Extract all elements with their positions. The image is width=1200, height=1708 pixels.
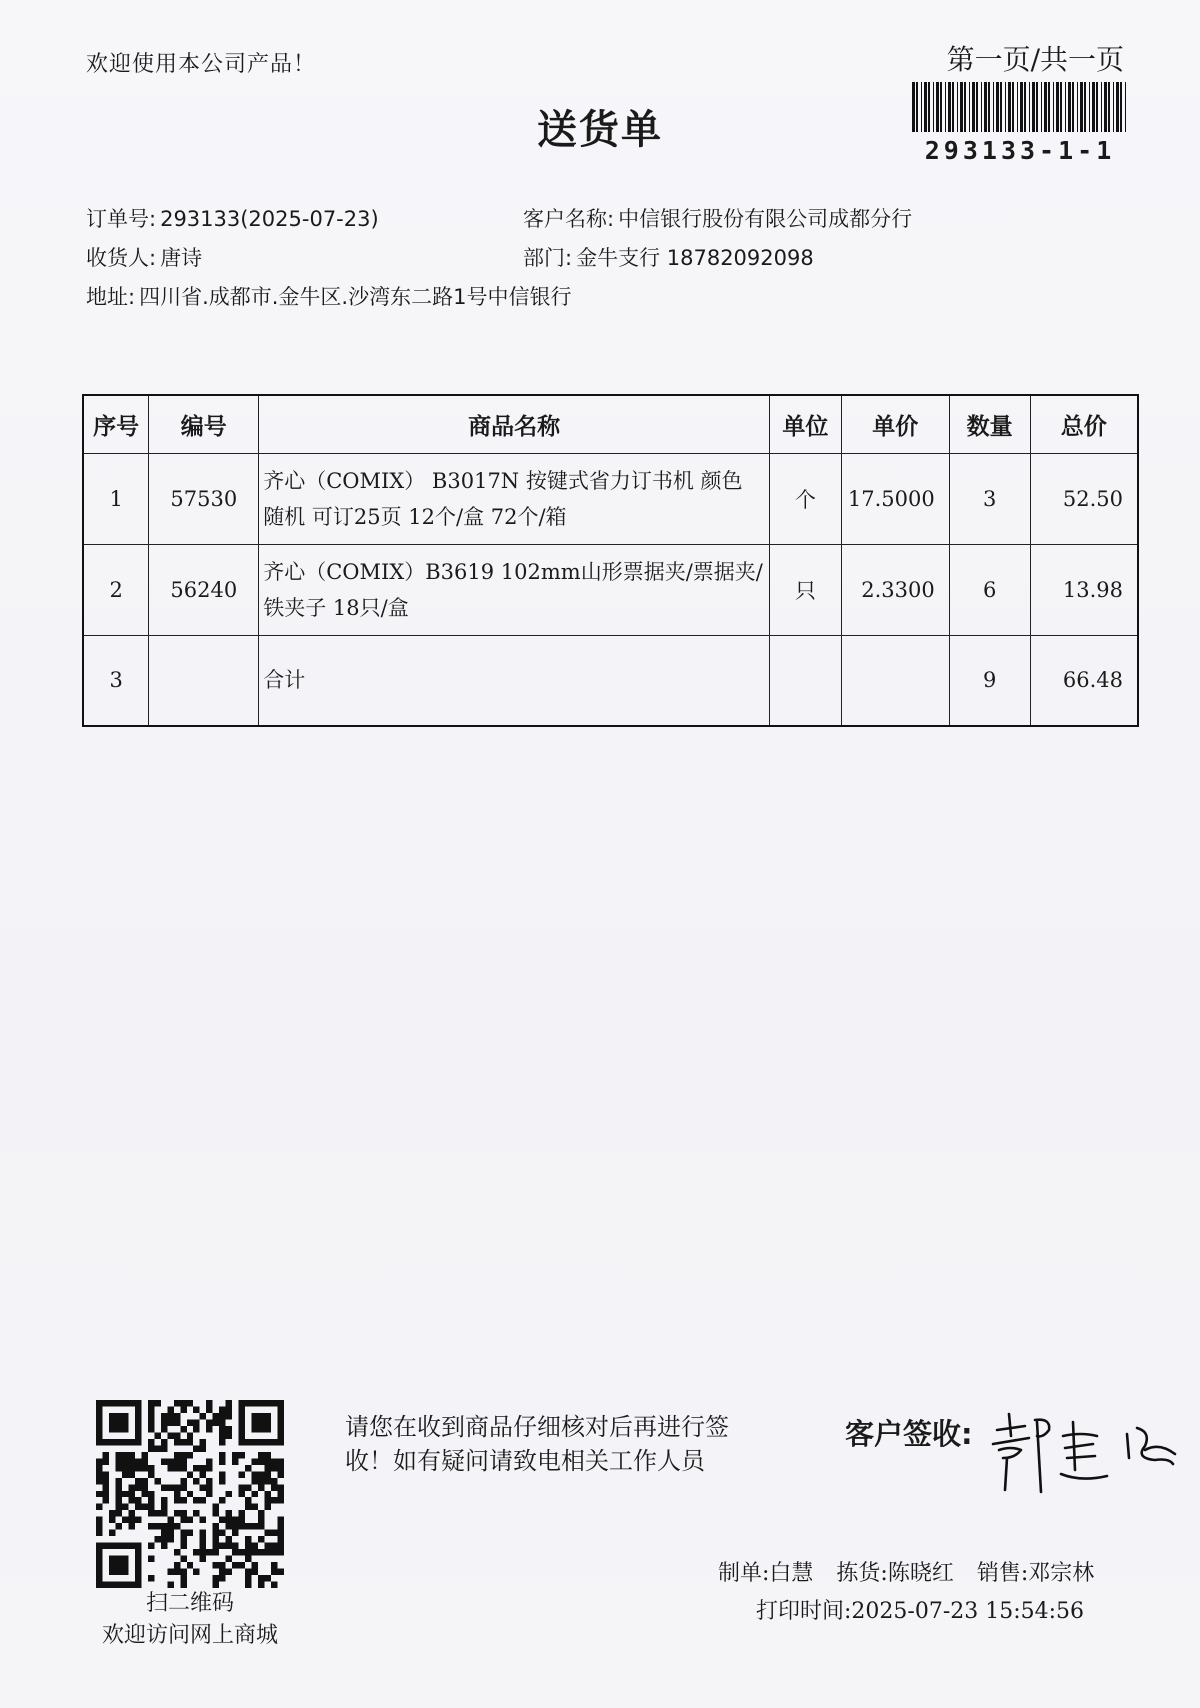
receipt-notice: 请您在收到商品仔细核对后再进行签收！如有疑问请致电相关工作人员 (345, 1413, 729, 1475)
order-number-value: 293133(2025-07-23) (160, 207, 379, 231)
cell-product-name (259, 544, 770, 635)
header-unit: 单位 (769, 395, 841, 453)
header-seq: 序号 (83, 395, 149, 453)
cell-total: 13.98 (1030, 544, 1138, 635)
header-unit-price: 单价 (841, 395, 949, 453)
order-number-field (86, 203, 379, 233)
cell-code (149, 635, 259, 726)
receiver-field (86, 242, 202, 272)
cell-unit-price: 17.5000 (841, 453, 949, 544)
cell-unit-price: 2.3300 (841, 544, 949, 635)
cell-total: 66.48 (1030, 635, 1138, 726)
cell-quantity: 9 (949, 635, 1030, 726)
maker-text: 制单:白慧 (718, 1561, 814, 1586)
product-name-line: 齐心（COMIX） B3017N 按键式省力订书机 颜色 (263, 468, 743, 493)
cell-unit: 个 (769, 453, 841, 544)
cell-unit-price (841, 635, 949, 726)
table-row-total (83, 635, 1138, 726)
customer-name-field (523, 203, 912, 233)
cell-quantity: 3 (949, 453, 1030, 544)
receiver-label: 收货人: (86, 246, 157, 270)
table-row (83, 544, 1138, 635)
handwritten-signature (985, 1392, 1185, 1502)
customer-name-value: 中信银行股份有限公司成都分行 (618, 207, 913, 231)
address-field (86, 281, 571, 311)
print-time: 打印时间:2025-07-23 15:54:56 (756, 1599, 1085, 1624)
customer-signature-label: 客户签收: (845, 1417, 973, 1451)
table-row (83, 453, 1138, 544)
department-field (523, 242, 814, 272)
product-name-line: 齐心（COMIX）B3619 102mm山形票据夹/票据夹/ (263, 559, 763, 584)
staff-info (718, 1556, 1110, 1587)
cell-total: 52.50 (1030, 453, 1138, 544)
items-table (82, 394, 1139, 727)
cell-seq: 1 (83, 453, 149, 544)
cell-product-name (259, 635, 770, 726)
cell-unit: 只 (769, 544, 841, 635)
customer-name-label: 客户名称: (523, 207, 615, 231)
document-title: 送货单 (537, 107, 663, 153)
department-label: 部门: (523, 246, 573, 270)
cell-seq: 2 (83, 544, 149, 635)
address-value: 四川省.成都市.金牛区.沙湾东二路1号中信银行 (139, 285, 572, 309)
cell-code: 56240 (149, 544, 259, 635)
receiver-value: 唐诗 (160, 246, 203, 270)
qr-caption-scan: 扫二维码 (145, 1591, 234, 1616)
cell-seq: 3 (83, 635, 149, 726)
header-code: 编号 (149, 395, 259, 453)
cell-unit (769, 635, 841, 726)
header-product-name: 商品名称 (259, 395, 770, 453)
cell-quantity: 6 (949, 544, 1030, 635)
cell-code: 57530 (149, 453, 259, 544)
product-name-line: 合计 (263, 668, 306, 693)
qr-caption-visit: 欢迎访问网上商城 (101, 1623, 278, 1648)
cell-product-name (259, 453, 770, 544)
department-value: 金牛支行 18782092098 (576, 246, 814, 270)
barcode-number: 293133-1-1 (924, 136, 1116, 165)
page-indicator: 第一页/共一页 (946, 43, 1124, 76)
welcome-text: 欢迎使用本公司产品！ (86, 52, 317, 77)
order-number-label: 订单号: (86, 207, 157, 231)
product-name-line: 铁夹子 18只/盒 (263, 595, 409, 620)
header-quantity: 数量 (949, 395, 1030, 453)
table-header-row (83, 395, 1138, 453)
address-label: 地址: (86, 285, 136, 309)
picker-text: 拣货:陈晓红 (836, 1561, 954, 1586)
sales-text: 销售:邓宗林 (976, 1561, 1095, 1586)
qr-code-image (96, 1400, 284, 1588)
product-name-line: 随机 可订25页 12个/盒 72个/箱 (263, 504, 567, 529)
header-total: 总价 (1030, 395, 1138, 453)
